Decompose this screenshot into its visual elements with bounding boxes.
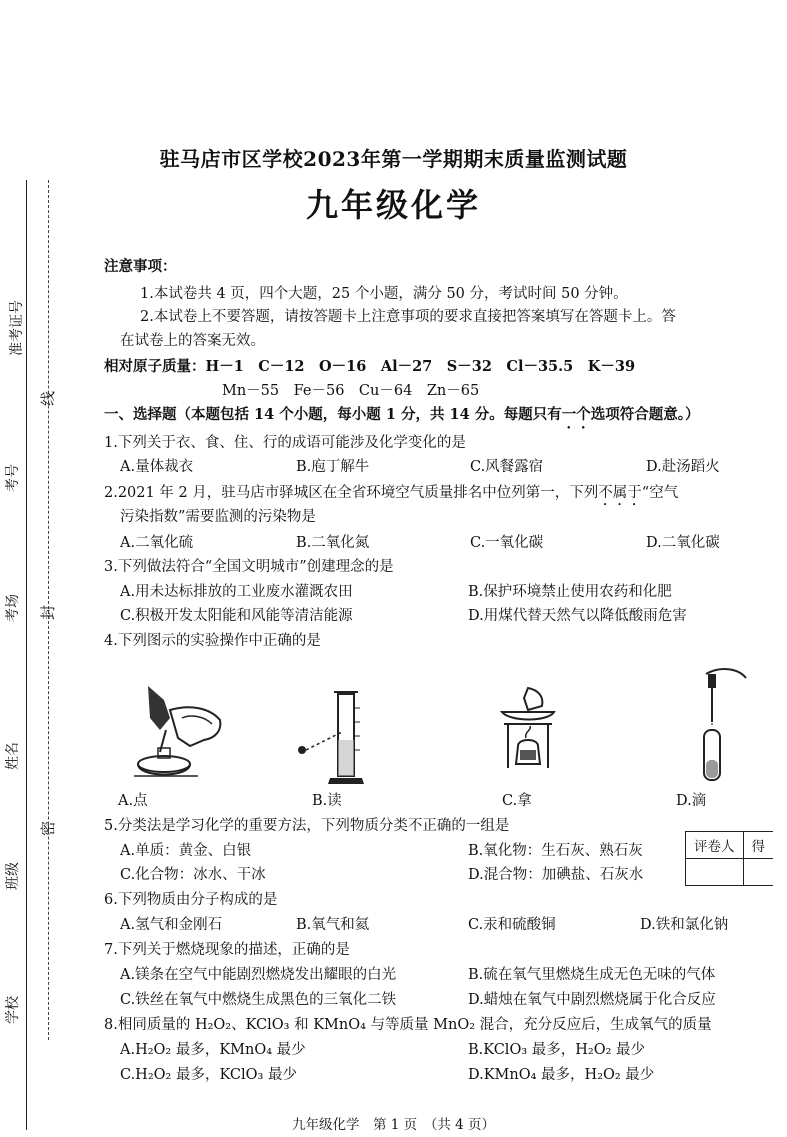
side-label-name: 姓名 <box>5 742 21 770</box>
side-label-exam-id: 准考证号 <box>9 300 25 356</box>
q3-option-a: A.用未达标排放的工业废水灌溉农田 <box>120 584 353 600</box>
q1-option-d: D.赴汤蹈火 <box>646 459 720 475</box>
q6-option-c: C.汞和硫酸铜 <box>468 917 556 933</box>
seal-mark-seal: 封 <box>39 604 58 621</box>
q5-option-c: C.化合物：冰水、干冰 <box>120 867 266 883</box>
notice-item-1: 1.本试卷共 4 页，四个大题，25 个小题，满分 50 分，考试时间 50 分钟。 <box>140 286 628 302</box>
q2-stem-a: 2.2021 年 2 月，驻马店市驿城区在全省环境空气质量排名中位列第一，下列 <box>104 485 599 501</box>
q4-option-d: D.滴 <box>676 793 707 809</box>
notice-item-2: 2.本试卷上不要答题，请按答题卡上注意事项的要求直接把答案填写在答题卡上。答 <box>140 309 676 325</box>
q3-option-c: C.积极开发太阳能和风能等清洁能源 <box>120 608 353 624</box>
section1-heading <box>104 406 699 432</box>
q3-option-d: D.用煤代替天然气以降低酸雨危害 <box>468 608 687 624</box>
q6-option-a: A.氢气和金刚石 <box>120 917 223 933</box>
q2-stem-line2: 污染指数”需要监测的污染物是 <box>120 509 316 525</box>
atomic-masses-line2: Mn－55 Fe－56 Cu－64 Zn－65 <box>222 383 480 399</box>
section1-heading-emphasis: 一个 <box>561 406 591 423</box>
section1-heading-b: 选项符合题意。） <box>590 406 700 423</box>
q8-option-b: B.KClO₃ 最多，H₂O₂ 最少 <box>468 1042 646 1058</box>
q5-option-d: D.混合物：加碘盐、石灰水 <box>468 867 644 883</box>
q8-option-c: C.H₂O₂ 最多，KClO₃ 最少 <box>120 1067 297 1083</box>
q6-option-b: B.氧气和氦 <box>296 917 370 933</box>
q7-option-a: A.镁条在空气中能剧烈燃烧发出耀眼的白光 <box>120 967 397 983</box>
q1-stem: 1.下列关于衣、食、住、行的成语可能涉及化学变化的是 <box>104 435 466 451</box>
q2-stem-b: “空气 <box>641 485 679 501</box>
score-box-score-label: 得 <box>743 832 773 859</box>
exam-subtitle: 九年级化学 <box>305 186 481 224</box>
q4-option-c: C.拿 <box>502 793 532 809</box>
holding-evaporating-dish-illustration <box>498 686 568 782</box>
q5-option-a: A.单质：黄金、白银 <box>120 843 252 859</box>
exam-title: 驻马店市区学校2023年第一学期期末质量监测试题 <box>159 147 628 171</box>
q4-option-a: A.点 <box>118 793 148 809</box>
score-box <box>685 831 773 886</box>
q7-stem: 7.下列关于燃烧现象的描述，正确的是 <box>104 942 350 958</box>
score-box-reviewer-cell <box>686 859 744 886</box>
side-label-school: 学校 <box>5 996 21 1024</box>
q4-option-b: B.读 <box>312 793 342 809</box>
q8-stem: 8.相同质量的 H₂O₂、KClO₃ 和 KMnO₄ 与等质量 MnO₂ 混合，充分反应后，生成氧气的质量 <box>104 1017 712 1033</box>
section1-heading-a: 一、选择题（本题包括 14 个小题，每小题 1 分，共 14 分。每题只有 <box>104 406 562 423</box>
reading-graduated-cylinder-illustration <box>294 688 384 788</box>
side-label-room: 考场 <box>5 594 21 622</box>
q2-stem-emphasis: 不属于 <box>598 485 642 501</box>
binding-solid-line <box>26 180 27 1130</box>
q2-option-a: A.二氧化硫 <box>120 535 194 551</box>
q3-stem: 3.下列做法符合“全国文明城市”创建理念的是 <box>104 559 394 575</box>
q6-option-d: D.铁和氯化钠 <box>640 917 729 933</box>
q6-stem: 6.下列物质由分子构成的是 <box>104 892 278 908</box>
q2-stem-line1 <box>104 484 678 509</box>
q8-option-d: D.KMnO₄ 最多，H₂O₂ 最少 <box>468 1067 655 1083</box>
q1-option-a: A.量体裁衣 <box>120 459 194 475</box>
q7-option-d: D.蜡烛在氧气中剧烈燃烧属于化合反应 <box>468 992 716 1008</box>
q7-option-c: C.铁丝在氧气中燃烧生成黑色的三氧化二铁 <box>120 992 397 1008</box>
score-box-reviewer-label: 评卷人 <box>686 832 744 859</box>
lighting-alcohol-lamp-illustration <box>130 678 230 790</box>
side-label-seat: 考号 <box>5 464 21 492</box>
q8-option-a: A.H₂O₂ 最多，KMnO₄ 最少 <box>120 1042 306 1058</box>
seal-mark-secret: 密 <box>39 820 58 837</box>
q1-option-b: B.庖丁解牛 <box>296 459 370 475</box>
q3-option-b: B.保护环境禁止使用农药和化肥 <box>468 584 672 600</box>
atomic-masses-line1: 相对原子质量：H－1 C－12 O－16 Al－27 S－32 Cl－35.5 K－39 <box>104 358 636 375</box>
side-label-class: 班级 <box>5 862 21 890</box>
notice-item-2-cont: 在试卷上的答案无效。 <box>120 333 265 349</box>
q5-option-b: B.氧化物：生石灰、熟石灰 <box>468 843 643 859</box>
q4-stem: 4.下列图示的实验操作中正确的是 <box>104 633 321 649</box>
dropping-liquid-illustration <box>692 664 752 788</box>
q2-option-c: C.一氧化碳 <box>470 535 544 551</box>
page-footer: 九年级化学 第 1 页 （共 4 页） <box>291 1117 496 1133</box>
seal-mark-line: 线 <box>39 390 58 407</box>
score-box-score-cell <box>743 859 773 886</box>
q5-stem: 5.分类法是学习化学的重要方法，下列物质分类不正确的一组是 <box>104 818 510 834</box>
q1-option-c: C.风餐露宿 <box>470 459 544 475</box>
q2-option-b: B.二氧化氮 <box>296 535 370 551</box>
q2-option-d: D.二氧化碳 <box>646 535 720 551</box>
q7-option-b: B.硫在氧气里燃烧生成无色无味的气体 <box>468 967 716 983</box>
notice-heading: 注意事项： <box>104 258 177 275</box>
